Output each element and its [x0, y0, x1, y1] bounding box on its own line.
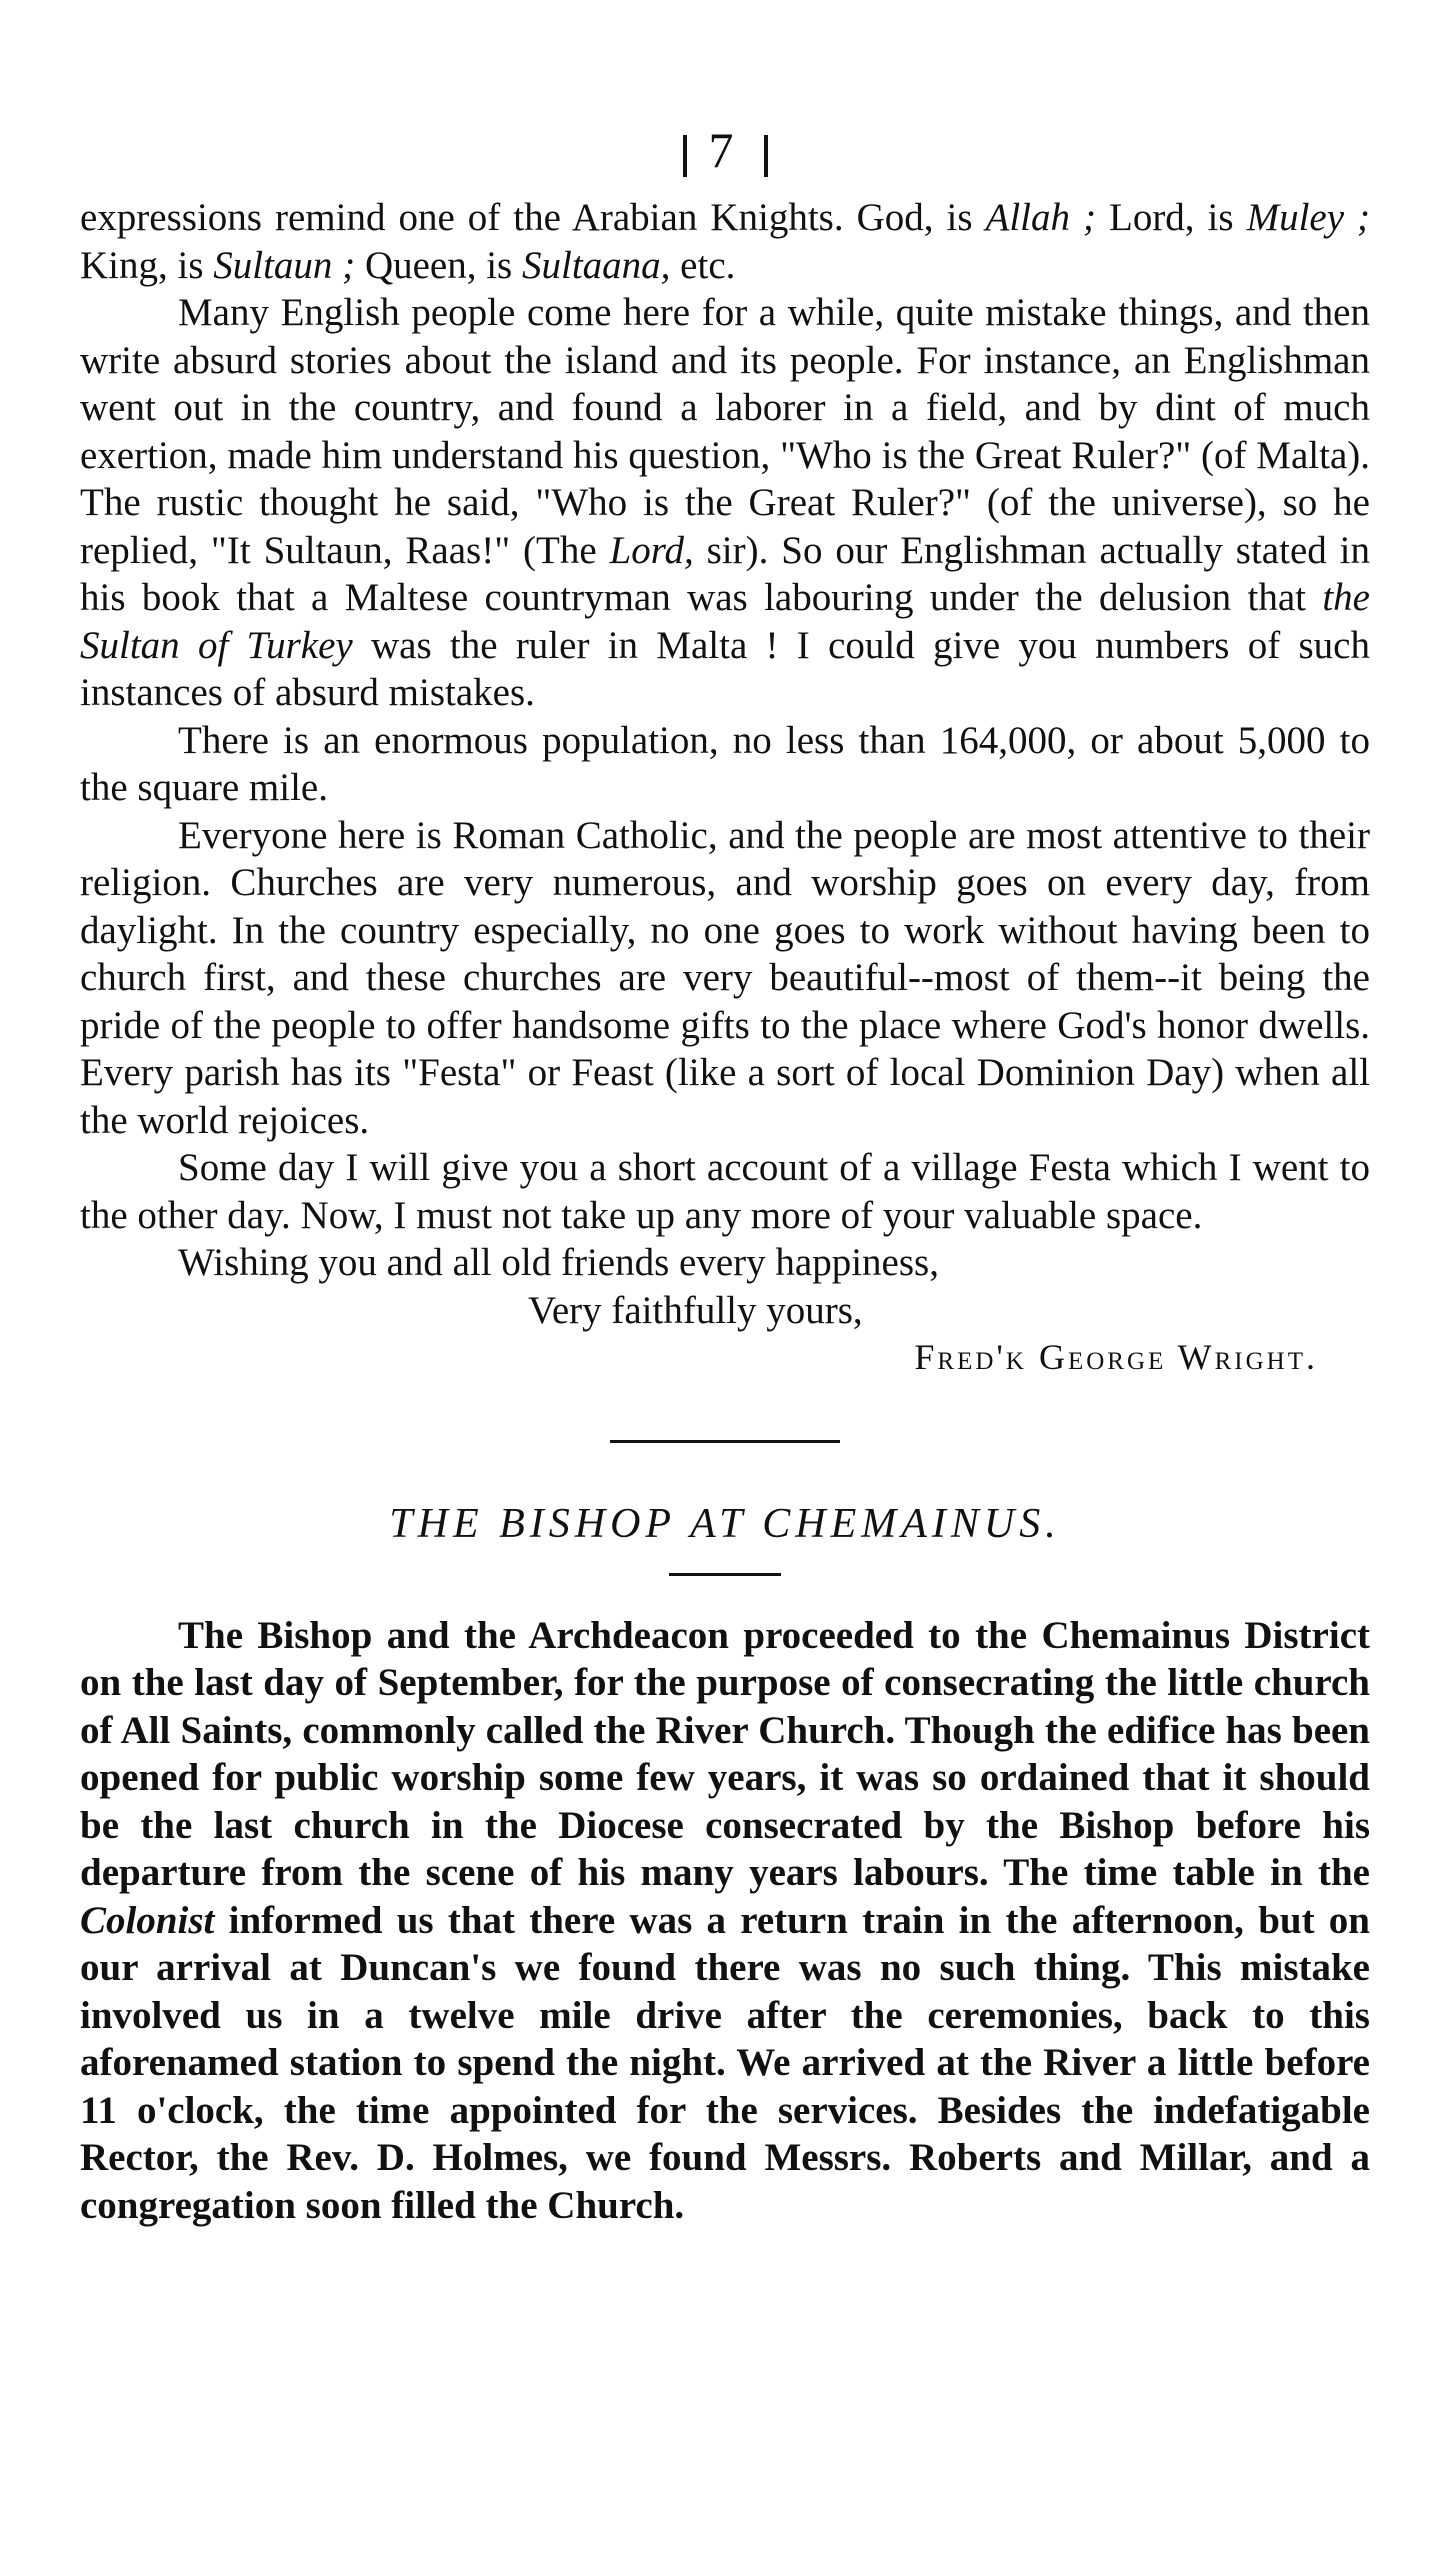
- text-run: Some day I will give you a short account of a village Festa which I went to the other day. Now, I must not take up any more of your valuable space.: [80, 1146, 1370, 1237]
- text-run: King, is: [80, 243, 214, 287]
- letter-paragraph-5: [80, 1144, 1370, 1239]
- text-run: sir). So our Englishman actually stated in his book that a Maltese countryman was labouring under the delusion that: [80, 528, 1370, 619]
- page-number-header: [80, 120, 1370, 180]
- document-page: [80, 120, 1370, 2229]
- letter-paragraph-3: [80, 717, 1370, 812]
- letter-paragraph-2: [80, 289, 1370, 717]
- text-run: Lord, is: [1096, 196, 1247, 239]
- text-run: Queen, is: [355, 243, 522, 287]
- text-run: expressions remind one of the Arabian Knights. God, is: [80, 196, 986, 239]
- left-bracket-rule: [683, 135, 687, 177]
- italic-run: Sultaun ;: [213, 243, 356, 287]
- letter-body: [80, 194, 1370, 1382]
- text-run: Everyone here is Roman Catholic, and the people are most attentive to their religion. Churches are very numerous, and worship goes on every day, from daylight. In the country especially, no one goes to work without having been to church first, and these churches are very beautiful--most of them--it being the pride of the people to offer handsome gifts to the place where God's honor dwells. Every parish has its "Festa" or Feast (like a sort of local Dominion Day) when all the world rejoices.: [80, 813, 1370, 1142]
- article-title: THE BISHOP AT CHEMAINUS.: [389, 1500, 1061, 1547]
- title-underline-rule: [669, 1573, 781, 1576]
- signature: Fred'k George Wright.: [914, 1337, 1318, 1377]
- section-divider: [610, 1440, 840, 1443]
- text-run: was the ruler in Malta ! I could give you numbers of such instances of absurd mistakes.: [80, 623, 1370, 714]
- italic-run: Lord,: [609, 528, 694, 572]
- italic-run: the Sultan of Turkey: [80, 576, 1370, 667]
- text-run: There is an enormous population, no less than 164,000, or about 5,000 to the square mile.: [80, 718, 1370, 809]
- text-run: Many English people come here for a while, quite mistake things, and then write absurd stories about the island and its people. For instance, an Englishman went out in the country, and found a laborer in a field, and by dint of much exertion, made him understand his question, "Who is the Great Ruler?" (of Malta). The rustic thought he said, "Who is the Great Ruler?" (of the universe), so he replied, "It Sultaun, Raas!" (The: [80, 291, 1370, 572]
- closing-wish: Wishing you and all old friends every happiness,: [178, 1241, 939, 1284]
- text-run: The Bishop and the Archdeacon proceeded to the Chemainus District on the last day of September, for the purpose of consecrating the little church of All Saints, commonly called the River Church. Though the edifice has been opened for public worship some few years, it was so ordained that it should be the last church in the Diocese consecrated by the Bishop before his departure from the scene of his many years labours. The time table in the: [80, 1613, 1370, 1894]
- article-paragraph-1: [80, 1612, 1370, 2230]
- text-run: etc.: [670, 243, 736, 287]
- letter-paragraph-4: [80, 812, 1370, 1145]
- letter-paragraph-1: [80, 194, 1370, 289]
- text-run: informed us that there was a return train in the afternoon, but on our arrival at Duncan's we found there was no such thing. This mistake involved us in a twelve mile drive after the ceremonies, back to this aforenamed station to spend the night. We arrived at the River a little before 11 o'clock, the time appointed for the services. Besides the indefatigable Rector, the Rev. D. Holmes, we found Messrs. Roberts and Millar, and a congregation soon filled the Church.: [80, 1898, 1370, 2227]
- italic-run: Muley ;: [1246, 196, 1371, 239]
- article-body: [80, 1612, 1370, 2230]
- page-number: 7: [708, 122, 742, 178]
- italic-run: Allah ;: [985, 196, 1096, 239]
- closing-valediction: Very faithfully yours,: [528, 1288, 863, 1332]
- right-bracket-rule: [764, 135, 768, 177]
- italic-run: Sultaana,: [522, 243, 671, 287]
- italic-run: Colonist: [80, 1898, 215, 1942]
